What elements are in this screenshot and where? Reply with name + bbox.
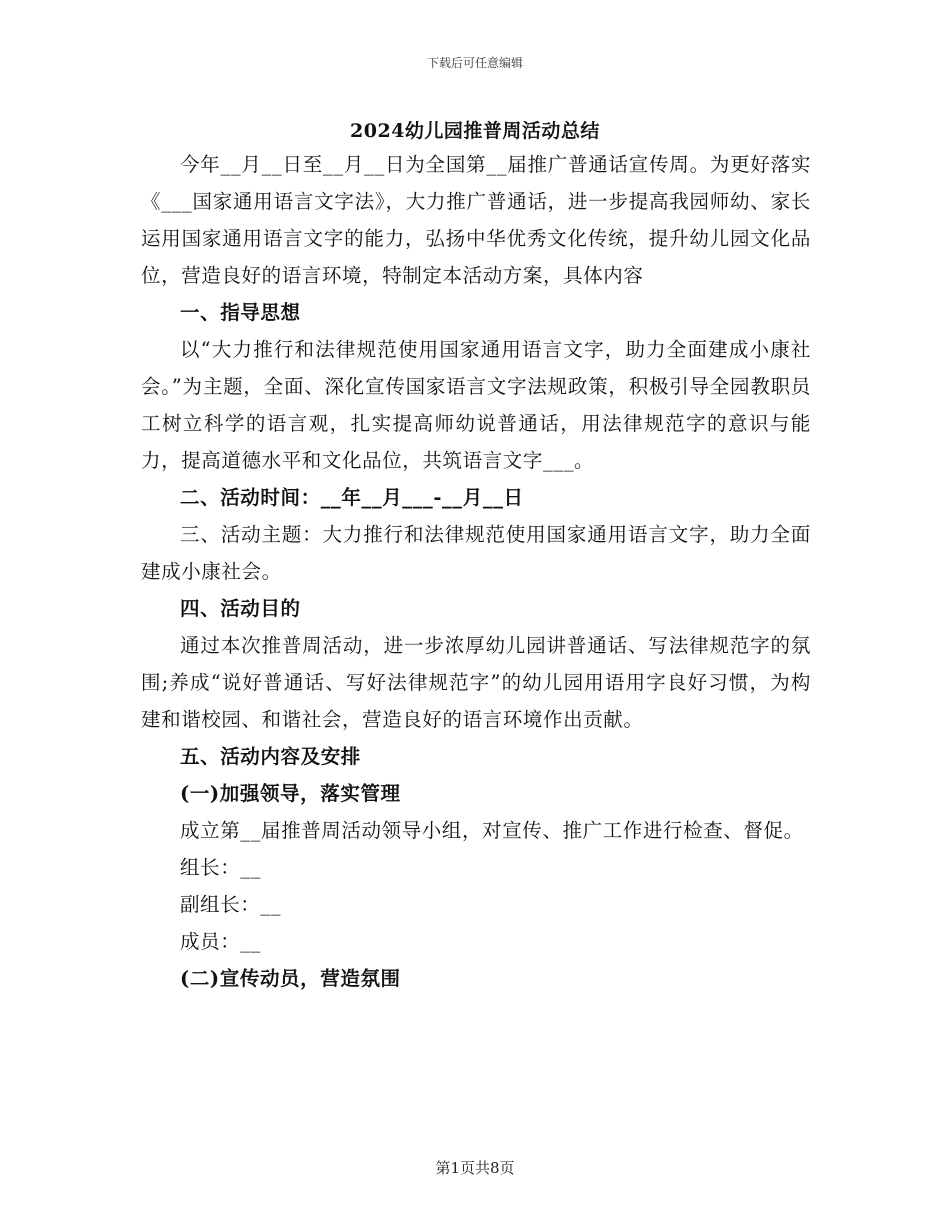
section-heading-guiding-ideology: 一、指导思想 (180, 301, 301, 324)
document-body (141, 146, 811, 997)
activity-purpose-paragraph: 通过本次推普周活动，进一步浓厚幼儿园讲普通话、写法律规范字的氛围;养成“说好普通话、写好法律规范字”的幼儿园用语用字良好习惯，为构建和谐校园、和谐社会，营造良好的语言环境作出贡献。 (141, 634, 811, 731)
intro-paragraph: 今年__月__日至__月__日为全国第__届推广普通话宣传周。为更好落实《___国家通用语言文字法》，大力推广普通话，进一步提高我园师幼、家长运用国家通用语言文字的能力，弘扬中华优秀文化传统，提升幼儿园文化品位，营造良好的语言环境，特制定本活动方案，具体内容 (141, 153, 811, 287)
section-heading-content-arrangement: 五、活动内容及安排 (180, 745, 361, 768)
members-line: 成员：__ (180, 930, 261, 953)
group-leader-line: 组长：__ (180, 856, 261, 879)
activity-theme-paragraph: 三、活动主题：大力推行和法律规范使用国家通用语言文字，助力全面建成小康社会。 (141, 523, 811, 583)
guiding-ideology-paragraph: 以“大力推行和法律规范使用国家通用语言文字，助力全面建成小康社会。”为主题，全面、深化宣传国家语言文字法规政策，积极引导全园教职员工树立科学的语言观，扎实提高师幼说普通话，用法律规范字的意识与能力，提高道德水平和文化品位，共筑语言文字___。 (141, 338, 811, 472)
page-number: 第1页共8页 (435, 1159, 515, 1177)
section-heading-activity-purpose: 四、活动目的 (180, 597, 301, 620)
subsection-heading-leadership: (一)加强领导，落实管理 (180, 782, 401, 805)
header-note: 下载后可任意编辑 (426, 56, 523, 70)
vice-leader-line: 副组长：__ (180, 893, 282, 916)
leadership-paragraph: 成立第__届推普周活动领导小组，对宣传、推广工作进行检查、督促。 (180, 819, 804, 842)
section-heading-activity-time: 二、活动时间：__年__月___-__月__日 (180, 486, 524, 509)
subsection-heading-publicity: (二)宣传动员，营造氛围 (180, 967, 401, 990)
document-title: 2024幼儿园推普周活动总结 (350, 120, 600, 142)
